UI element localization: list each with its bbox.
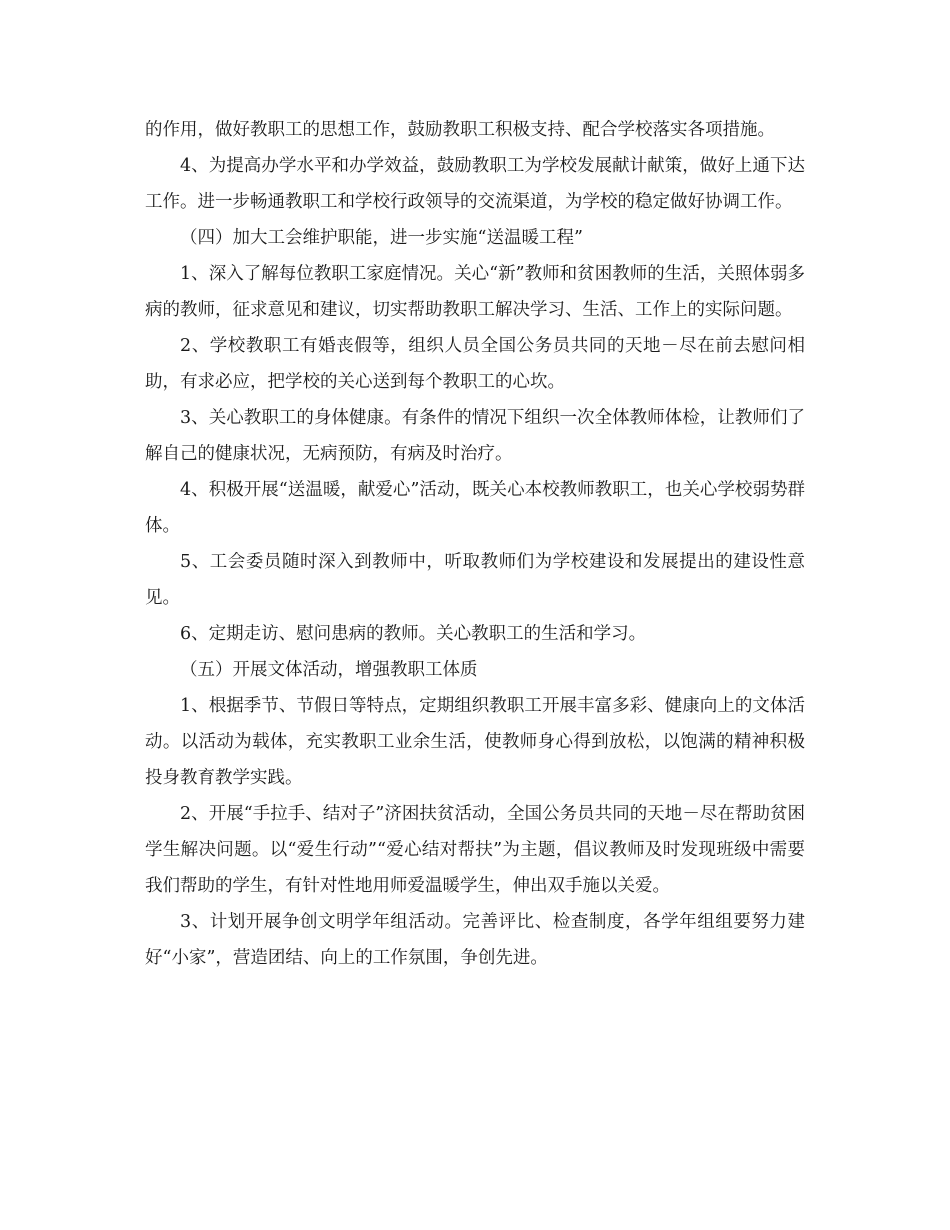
paragraph-item-3-civilized-group: 3、计划开展争创文明学年组活动。完善评比、检查制度，各学年组组要努力建好“小家”，营造团结、向上的工作氛围，争创先进。 (145, 912, 805, 968)
paragraph-item-5-opinions: 5、工会委员随时深入到教师中，听取教师们为学校建设和发展提出的建设性意见。 (145, 552, 805, 608)
paragraph-item-4-warmth: 4、积极开展“送温暖，献爱心”活动，既关心本校教师教职工，也关心学校弱势群体。 (145, 480, 805, 536)
paragraph-item-1-family: 1、深入了解每位教职工家庭情况。关心“新”教师和贫困教师的生活，关照体弱多病的教师，征求意见和建议，切实帮助教职工解决学习、生活、工作上的实际问题。 (145, 264, 805, 320)
paragraph-item-4-communication: 4、为提高办学水平和办学效益，鼓励教职工为学校发展献计献策，做好上通下达工作。进一步畅通教职工和学校行政领导的交流渠道，为学校的稳定做好协调工作。 (145, 156, 805, 212)
paragraph-continuation: 的作用，做好教职工的思想工作，鼓励教职工积极支持、配合学校落实各项措施。 (145, 120, 775, 140)
section-heading-4: （四）加大工会维护职能，进一步实施“送温暖工程” (180, 228, 583, 248)
paragraph-item-2-condolence: 2、学校教职工有婚丧假等，组织人员全国公务员共同的天地－尽在前去慰问相助，有求必应，把学校的关心送到每个教职工的心坎。 (145, 336, 805, 392)
paragraph-item-3-health: 3、关心教职工的身体健康。有条件的情况下组织一次全体教师体检，让教师们了解自己的健康状况，无病预防，有病及时治疗。 (145, 408, 805, 464)
paragraph-item-1-activities: 1、根据季节、节假日等特点，定期组织教职工开展丰富多彩、健康向上的文体活动。以活动为载体，充实教职工业余生活，使教师身心得到放松，以饱满的精神积极投身教育教学实践。 (145, 696, 805, 788)
paragraph-item-2-poverty-relief: 2、开展“手拉手、结对子”济困扶贫活动，全国公务员共同的天地－尽在帮助贫困学生解决问题。以“爱生行动”“爱心结对帮扶”为主题，倡议教师及时发现班级中需要我们帮助的学生，有针对性地用师爱温暖学生，伸出双手施以关爱。 (145, 804, 805, 896)
section-heading-5: （五）开展文体活动，增强教职工体质 (180, 660, 478, 680)
document-body (145, 112, 805, 976)
paragraph-item-6-visits: 6、定期走访、慰问患病的教师。关心教职工的生活和学习。 (180, 624, 647, 644)
